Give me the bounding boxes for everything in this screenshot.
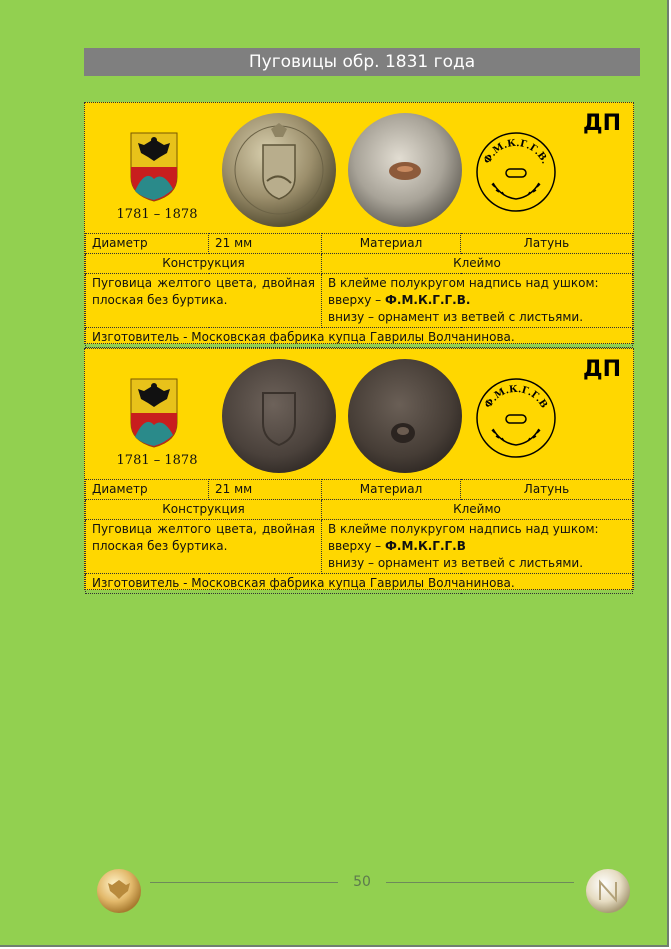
- construction-description: Пуговица желтого цвета, двойная плоская без буртика.: [86, 274, 322, 328]
- stamp-text: Ф.М.К.Г.Г.В.: [481, 137, 551, 166]
- type-badge: ДП: [582, 357, 621, 382]
- diameter-label: Диаметр: [86, 480, 209, 500]
- stamp-desc-line1: В клейме полукругом надпись над ушком:: [328, 276, 599, 290]
- years-label: 1781 – 1878: [116, 207, 198, 222]
- stamp-drawing-icon: [475, 131, 557, 213]
- footer-rule-left: [150, 882, 338, 883]
- construction-label: Конструкция: [86, 254, 322, 274]
- coin-back-icon: [345, 357, 465, 475]
- coin-front-icon: [219, 111, 339, 229]
- page-number: 50: [353, 874, 371, 890]
- button-card-1: [84, 102, 634, 344]
- svg-text:Ф.М.К.Г.Г.В: [483, 384, 550, 411]
- stamp-desc-prefix: вверху –: [328, 293, 385, 307]
- stamp-mark: Ф.М.К.Г.Г.В: [384, 539, 466, 553]
- coat-of-arms-icon: [129, 377, 179, 449]
- material-value: Латунь: [461, 480, 633, 500]
- years-label: 1781 – 1878: [116, 453, 198, 468]
- page-title: Пуговицы обр. 1831 года: [84, 48, 640, 76]
- diameter-label: Диаметр: [86, 234, 209, 254]
- stamp-desc-prefix: вверху –: [328, 539, 385, 553]
- stamp-desc-line2: [328, 292, 626, 309]
- material-label: Материал: [322, 480, 461, 500]
- material-label: Материал: [322, 234, 461, 254]
- stamp-desc-line3: внизу – орнамент из ветвей с листьями.: [328, 310, 584, 324]
- stamp-label: Клеймо: [322, 500, 633, 520]
- type-badge: ДП: [582, 111, 621, 136]
- stamp-text: Ф.М.К.Г.Г.В: [482, 383, 550, 411]
- image-row: [85, 349, 633, 479]
- maker-row: Изготовитель - Московская фабрика купца Гаврилы Волчанинова.: [86, 574, 633, 594]
- diameter-value: 21 мм: [209, 234, 322, 254]
- diameter-value: 21 мм: [209, 480, 322, 500]
- stamp-mark: Ф.М.К.Г.Г.В.: [384, 293, 471, 307]
- footer-rule-right: [386, 882, 574, 883]
- stamp-label: Клеймо: [322, 254, 633, 274]
- spec-table: [85, 233, 633, 348]
- construction-description: Пуговица желтого цвета, двойная плоская без буртика.: [86, 520, 322, 574]
- footer-monogram-button-icon: [585, 868, 631, 914]
- image-row: [85, 103, 633, 233]
- button-card-2: [84, 348, 634, 590]
- stamp-drawing-icon: [475, 377, 557, 459]
- construction-label: Конструкция: [86, 500, 322, 520]
- material-value: Латунь: [461, 234, 633, 254]
- coin-back-icon: [345, 111, 465, 229]
- footer-eagle-button-icon: [96, 868, 142, 914]
- maker-row: Изготовитель - Московская фабрика купца Гаврилы Волчанинова.: [86, 328, 633, 348]
- stamp-description: [322, 520, 633, 574]
- spec-table: [85, 479, 633, 594]
- stamp-description: [322, 274, 633, 328]
- coat-of-arms-icon: [129, 131, 179, 203]
- stamp-desc-line2: [328, 538, 626, 555]
- coin-front-icon: [219, 357, 339, 475]
- stamp-desc-line1: В клейме полукругом надпись над ушком:: [328, 522, 599, 536]
- stamp-desc-line3: внизу – орнамент из ветвей с листьями.: [328, 556, 584, 570]
